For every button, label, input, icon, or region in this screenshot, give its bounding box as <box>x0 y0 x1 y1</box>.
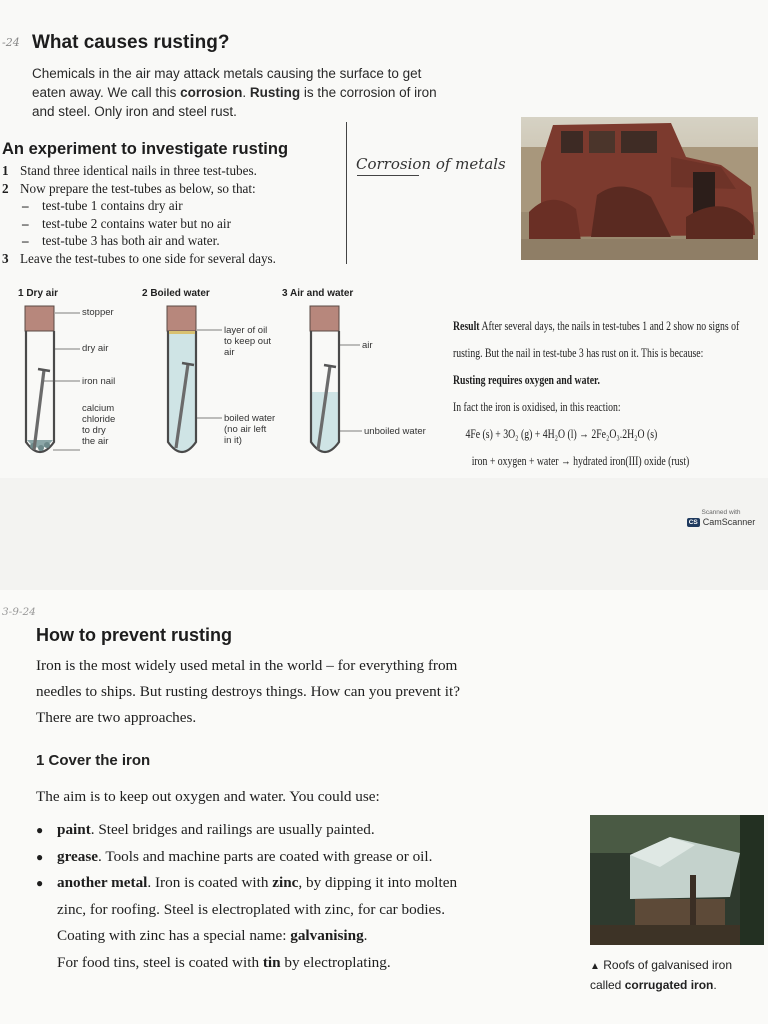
label-unboiled-water: unboiled water <box>364 426 426 437</box>
test-tube-2 <box>167 306 222 452</box>
cover-iron-heading: 1 Cover the iron <box>36 752 151 769</box>
date-mark-2: 3-9-24 <box>2 606 36 618</box>
page-title: What causes rusting? <box>32 32 230 53</box>
handwritten-note: Corrosion of metals <box>356 155 506 173</box>
note-underline <box>357 175 419 176</box>
page-gap <box>0 478 768 590</box>
scanner-watermark <box>684 509 758 527</box>
triangle-icon: ▲ <box>590 961 600 972</box>
result-line: rusting. But the nail in test-tube 3 has rust on it. This is because: <box>453 346 704 360</box>
list-item: ● grease. Tools and machine parts are coated with grease or oil. <box>36 844 566 871</box>
label-dry-air: dry air <box>82 343 109 354</box>
experiment-heading: An experiment to investigate rusting <box>2 140 289 158</box>
test-tube-1 <box>25 306 80 452</box>
result-line: In fact the iron is oxidised, in this reaction: <box>453 400 621 414</box>
label-boiled-water: boiled water (no air left in it) <box>224 413 276 446</box>
tube1-title: 1 Dry air <box>18 288 59 299</box>
page-top <box>0 0 768 478</box>
list-item: ● another metal. Iron is coated with zinc, by dipping it into molten zinc, for roofing. Steel is electroplated with zinc, for car bodies. Coating with zinc has a special name: galvanising. For food tins, steel is coated with tin by electroplating. <box>36 870 566 976</box>
rusty-car-photo <box>521 117 758 260</box>
camscanner-logo-icon: CS <box>688 518 698 526</box>
date-mark: -24 <box>2 36 20 49</box>
corrugated-iron-photo <box>590 815 764 945</box>
sub-item: – test-tube 2 contains water but no air <box>22 215 231 231</box>
intro-line: eaten away. We call this corrosion. Rusting is the corrosion of iron <box>32 85 437 100</box>
scanner-caption: Scanned with <box>701 509 741 516</box>
step-item: 2 Now prepare the test-tubes as below, so that: <box>2 180 256 196</box>
stopper-1 <box>25 306 54 331</box>
intro-paragraph <box>32 64 522 121</box>
aim-text: The aim is to keep out oxygen and water. You could use: <box>36 788 380 805</box>
section-title: How to prevent rusting <box>36 625 233 645</box>
iron-nail-1 <box>34 370 44 450</box>
label-stopper: stopper <box>82 307 114 318</box>
scanner-name: CamScanner <box>702 517 756 527</box>
step-item: 1 Stand three identical nails in three test-tubes. <box>2 163 257 178</box>
sub-item: – test-tube 1 contains dry air <box>22 198 183 213</box>
pen-divider <box>346 122 347 264</box>
intro-line: There are two approaches. <box>36 709 197 726</box>
page-bottom <box>0 590 768 1024</box>
stopper-3 <box>310 306 339 331</box>
cover-methods-list <box>36 817 566 976</box>
tube2-title: 2 Boiled water <box>142 288 210 299</box>
intro-line: and steel. Only iron and steel rust. <box>32 104 237 119</box>
list-item: ● paint. Steel bridges and railings are usually painted. <box>36 817 566 844</box>
step-item: 3 Leave the test-tubes to one side for several days. <box>2 250 276 266</box>
result-block <box>453 313 765 475</box>
sub-item: – test-tube 3 has both air and water. <box>22 233 220 248</box>
test-tube-3 <box>310 306 362 452</box>
experiment-steps <box>2 162 342 267</box>
intro-line: Chemicals in the air may attack metals causing the surface to get <box>32 66 422 81</box>
prevent-intro <box>36 653 556 731</box>
intro-line: Iron is the most widely used metal in the world – for everything from <box>36 657 458 674</box>
test-tube-diagram <box>0 300 440 470</box>
label-iron-nail: iron nail <box>82 376 116 387</box>
label-air: air <box>362 340 373 351</box>
tube3-title: 3 Air and water <box>282 288 354 299</box>
label-oil-layer: layer of oil to keep out air <box>224 325 272 358</box>
intro-line: needles to ships. But rusting destroys things. How can you prevent it? <box>36 683 460 700</box>
result-line: Result After several days, the nails in test-tubes 1 and 2 show no signs of <box>453 319 740 333</box>
photo-caption: ▲ Roofs of galvanised iron called corrugated iron. <box>590 958 732 992</box>
label-calcium-chloride: calcium chloride to dry the air <box>82 403 116 447</box>
word-equation: iron + oxygen + water → hydrated iron(III) oxide (rust) <box>471 454 690 468</box>
stopper-2 <box>167 306 196 331</box>
tube-glass-2 <box>168 331 196 452</box>
result-conclusion: Rusting requires oxygen and water. <box>453 373 600 387</box>
reaction-equation: 4Fe (s) + 3O₂ (g) + 4H₂O (l) → 2Fe₂O₃.2H₂O (s) <box>465 427 658 441</box>
